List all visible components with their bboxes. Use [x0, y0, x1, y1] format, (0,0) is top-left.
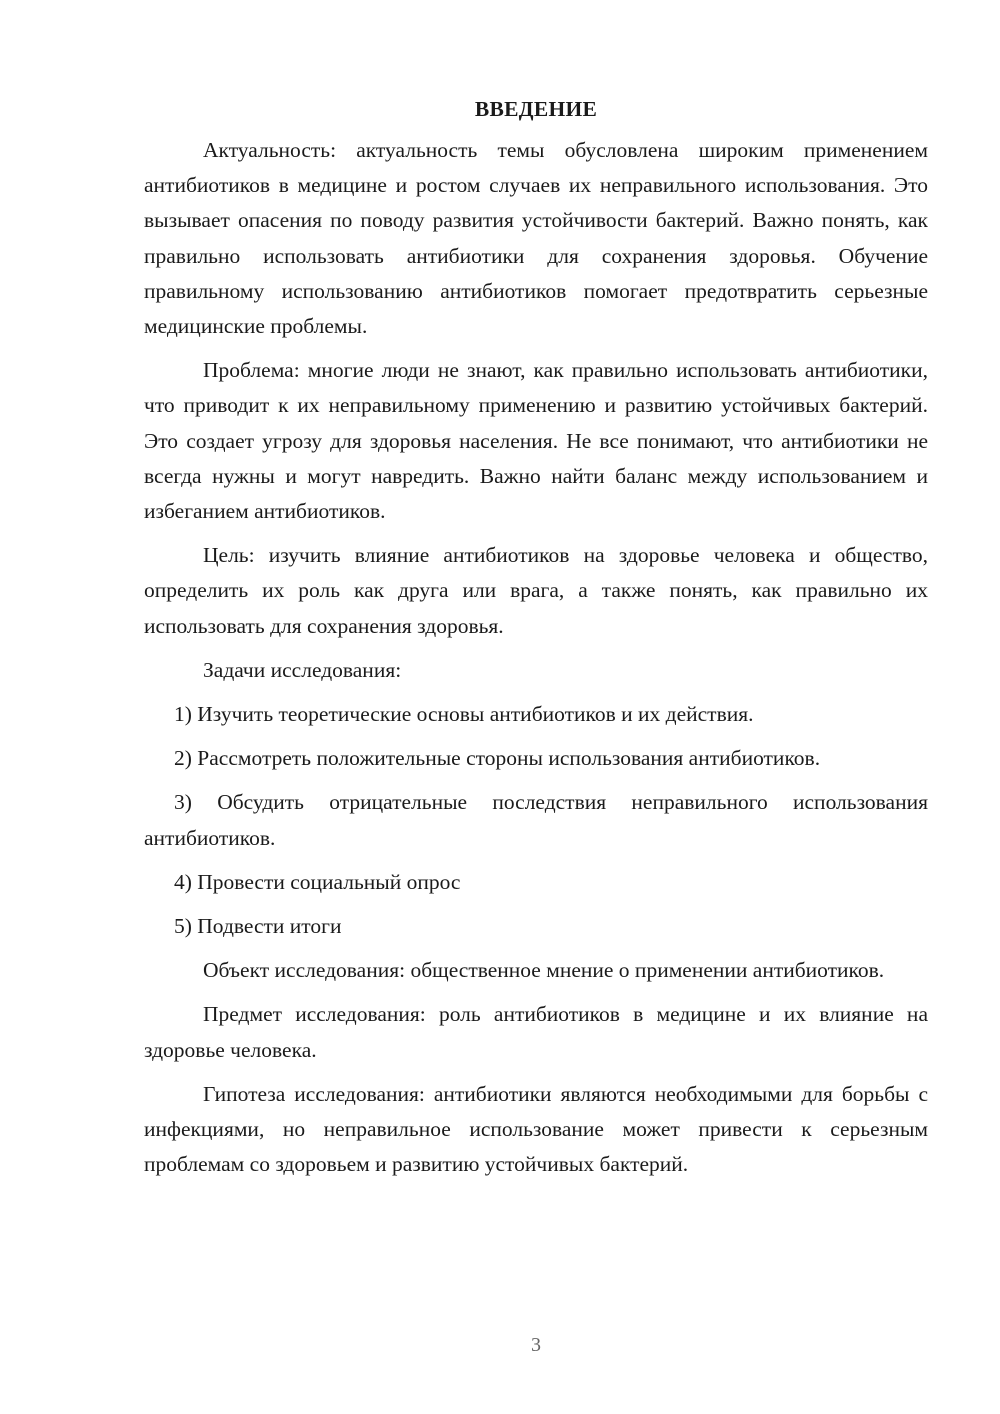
task-item-5: 5) Подвести итоги	[174, 914, 342, 939]
page-number: 3	[531, 1334, 541, 1356]
task-item-2: 2) Рассмотреть положительные стороны использования антибиотиков.	[174, 746, 821, 771]
tasks-heading: Задачи исследования:	[203, 657, 402, 682]
paragraph-object: Объект исследования: общественное мнение о применении антибиотиков.	[203, 958, 885, 983]
paragraph-relevance: Актуальность: актуальность темы обусловлена широким применением антибиотиков в медицине и ростом случаев их неправильного использования. Это вызывает опасения по поводу развития устойчивости бактерий. Важно понять, как правильно использовать антибиотики для сохранения здоровья. Обучение правильному использованию антибиотиков помогает предотвратить серьезные медицинские проблемы.	[144, 138, 928, 339]
page-title: ВВЕДЕНИЕ	[474, 97, 598, 121]
paragraph-subject: Предмет исследования: роль антибиотиков в медицине и их влияние на здоровье человека.	[144, 1002, 928, 1062]
task-item-4: 4) Провести социальный опрос	[174, 869, 461, 894]
page-content	[144, 92, 928, 1191]
paragraph-problem: Проблема: многие люди не знают, как правильно использовать антибиотики, что приводит к их неправильному применению и развитию устойчивых бактерий. Это создает угрозу для здоровья населения. Не все понимают, что антибиотики не всегда нужны и могут навредить. Важно найти баланс между использованием и избеганием антибиотиков.	[144, 358, 928, 524]
task-item-1: 1) Изучить теоретические основы антибиотиков и их действия.	[174, 702, 754, 727]
paragraph-goal: Цель: изучить влияние антибиотиков на здоровье человека и общество, определить их роль как друга или врага, а также понять, как правильно их использовать для сохранения здоровья.	[144, 543, 928, 638]
task-item-3: 3) Обсудить отрицательные последствия неправильного использования антибиотиков.	[144, 790, 928, 850]
paragraph-hypothesis: Гипотеза исследования: антибиотики являются необходимыми для борьбы с инфекциями, но неправильное использование может привести к серьезным проблемам со здоровьем и развитию устойчивых бактерий.	[144, 1081, 928, 1177]
